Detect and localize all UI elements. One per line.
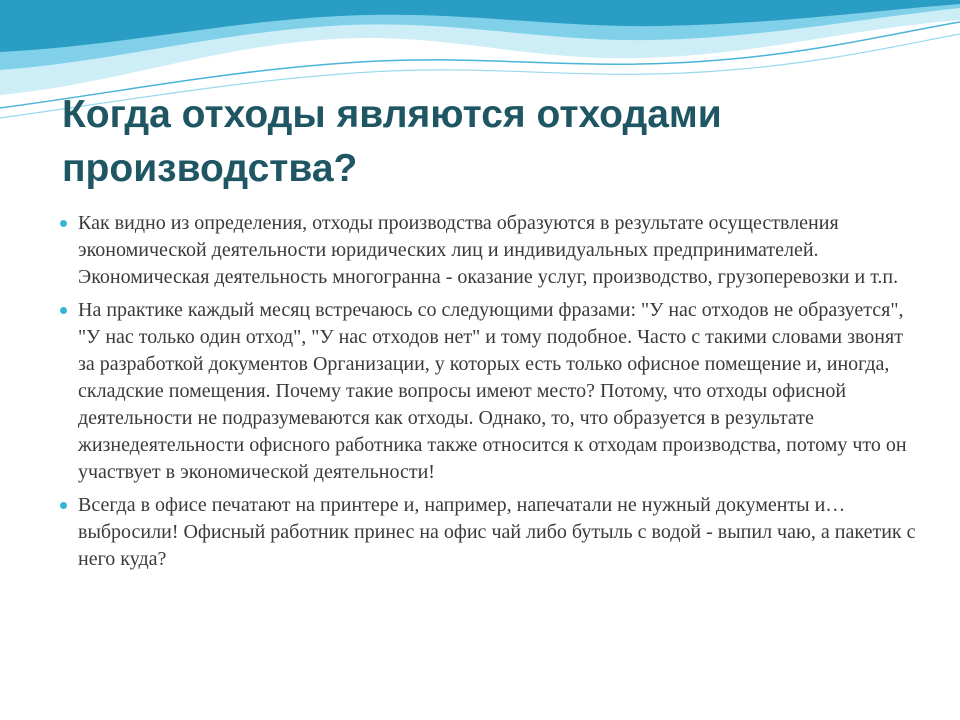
bullet-item (60, 492, 920, 573)
bullet-item (60, 297, 920, 486)
bullet-text: Как видно из определения, отходы производства образуются в результате осуществления экономической деятельности юридических лиц и индивидуальных предпринимателей. Экономическая деятельность многогранна - оказание услуг, производство, грузоперевозки и т.п. (78, 212, 899, 288)
bullet-dot-icon (60, 307, 67, 314)
bullet-dot-icon (60, 502, 67, 509)
bullet-text: Всегда в офисе печатают на принтере и, например, напечатали не нужный документы и… выбросили! Офисный работник принес на офис чай либо бутыль с водой - выпил чаю, а пакетик с него куда? (78, 494, 916, 570)
bullet-text: На практике каждый месяц встречаюсь со следующими фразами: "У нас отходов не образуется", "У нас только один отход", "У нас отходов нет" и тому подобное. Часто с такими словами звонят за разработкой документов Организации, у которых есть только офисное помещение и, иногда, складские помещения. Почему такие вопросы имеют место? Потому, что отходы офисной деятельности не подразумеваются как отходы. Однако, то, что образуется в результате жизнедеятельности офисного работника также относится к отходам производства, потому что он участвует в экономической деятельности! (78, 299, 907, 483)
slide-title: Когда отходы являются отходами производства? (62, 93, 722, 190)
bullet-dot-icon (60, 220, 67, 227)
bullet-item (60, 210, 920, 291)
bullet-list (60, 210, 920, 579)
